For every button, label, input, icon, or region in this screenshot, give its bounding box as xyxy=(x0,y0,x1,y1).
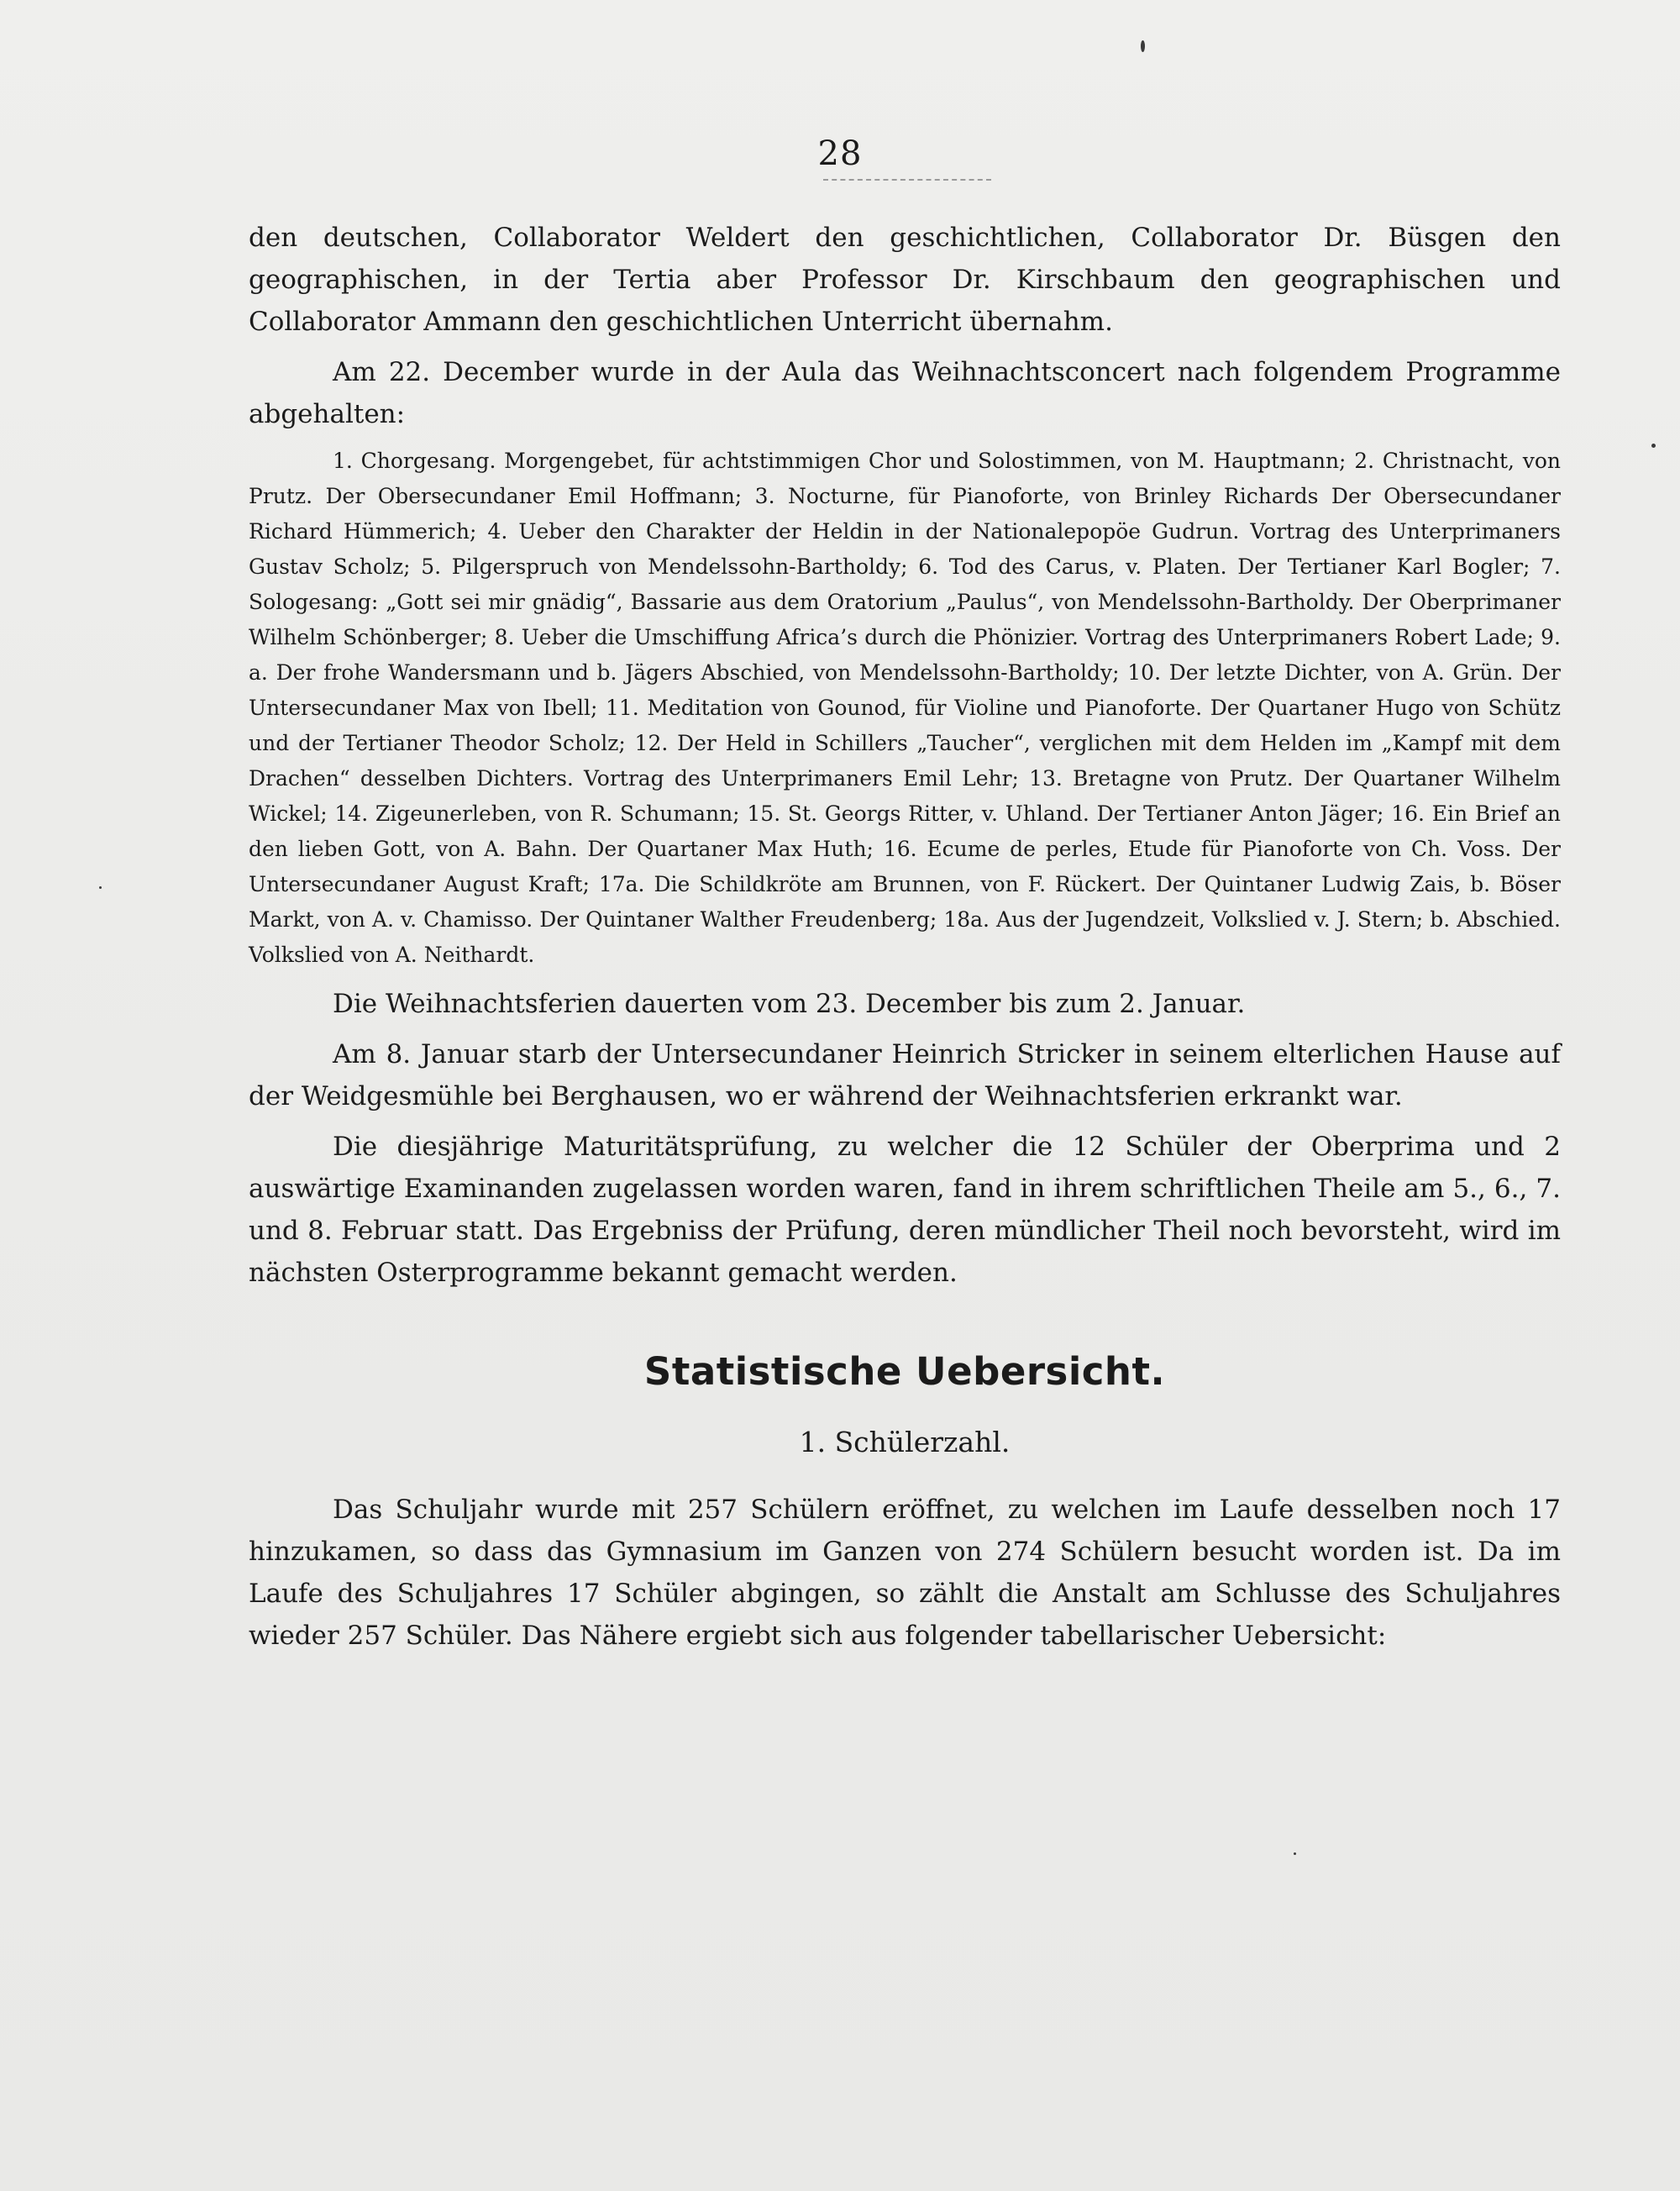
section-heading: Statistische Uebersicht. xyxy=(643,1349,1166,1394)
paragraph-concert-intro: Am 22. December wurde in der Aula das Weihnachtsconcert nach folgendem Programme abgehalten: xyxy=(249,357,1561,429)
paragraph-maturity-exam: Die diesjährige Maturitätsprüfung, zu welcher die 12 Schüler der Oberprima und 2 auswärtige Examinanden zugelassen worden waren, fand in ihrem schriftlichen Theile am 5., 6., 7. und 8. Februar statt. Das Ergebniss der Prüfung, deren mündlicher Theil noch bevorsteht, wird im nächsten Osterprogramme bekannt gemacht werden. xyxy=(249,1132,1561,1288)
scan-speck xyxy=(1141,40,1145,52)
scan-speck xyxy=(1294,1852,1296,1855)
paragraph-teachers: den deutschen, Collaborator Weldert den geschichtlichen, Collaborator Dr. Büsgen den geographischen, in der Tertia aber Professor Dr. Kirschbaum den geographischen und Collaborator Ammann den geschichtlichen Unterricht übernahm. xyxy=(249,223,1561,337)
concert-programme-list: 1. Chorgesang. Morgengebet, für achtstimmigen Chor und Solostimmen, von M. Hauptmann; 2. Christnacht, von Prutz. Der Obersecundaner Emil Hoffmann; 3. Nocturne, für Pianoforte, von Brinley Richards Der Obersecundaner Richard Hümmerich; 4. Ueber den Charakter der Heldin in der Nationalepopöe Gudrun. Vortrag des Unterprimaners Gustav Scholz; 5. Pilgerspruch von Mendelssohn-Bartholdy; 6. Tod des Carus, v. Platen. Der Tertianer Karl Bogler; 7. Sologesang: „Gott sei mir gnädig“, Bassarie aus dem Oratorium „Paulus“, von Mendelssohn-Bartholdy. Der Oberprimaner Wilhelm Schönberger; 8. Ueber die Umschiffung Africa’s durch die Phönizier. Vortrag des Unterprimaners Robert Lade; 9. a. Der frohe Wandersmann und b. Jägers Abschied, von Mendelssohn-Bartholdy; 10. Der letzte Dichter, von A. Grün. Der Untersecundaner Max von Ibell; 11. Meditation von Gounod, für Violine und Pianoforte. Der Quartaner Hugo von Schütz und der Tertianer Theodor Scholz; 12. Der Held in Schillers „Taucher“, verglichen mit dem Helden im „Kampf mit dem Drachen“ desselben Dichters. Vortrag des Unterprimaners Emil Lehr; 13. Bretagne von Prutz. Der Quartaner Wilhelm Wickel; 14. Zigeunerleben, von R. Schumann; 15. St. Georgs Ritter, v. Uhland. Der Tertianer Anton Jäger; 16. Ein Brief an den lieben Gott, von A. Bahn. Der Quartaner Max Huth; 16. Ecume de perles, Etude für Pianoforte von Ch. Voss. Der Untersecundaner August Kraft; 17a. Die Schildkröte am Brunnen, von F. Rückert. Der Quintaner Ludwig Zais, b. Böser Markt, von A. v. Chamisso. Der Quintaner Walther Freudenberg; 18a. Aus der Jugendzeit, Volkslied v. J. Stern; b. Abschied. Volkslied von A. Neithardt. xyxy=(249,449,1561,967)
text-body xyxy=(249,217,1561,1665)
scan-speck xyxy=(1651,444,1656,448)
page-number-rule xyxy=(823,179,991,181)
section-subheading: 1. Schülerzahl. xyxy=(799,1426,1011,1458)
page-number: 28 xyxy=(817,134,863,173)
paragraph-death-notice: Am 8. Januar starb der Untersecundaner Heinrich Stricker in seinem elterlichen Hause auf der Weidgesmühle bei Berghausen, wo er während der Weihnachtsferien erkrankt war. xyxy=(249,1039,1561,1111)
paragraph-student-count: Das Schuljahr wurde mit 257 Schülern eröffnet, zu welchen im Laufe desselben noch 17 hinzukamen, so dass das Gymnasium im Ganzen von 274 Schülern besucht worden ist. Da im Laufe des Schuljahres 17 Schüler abgingen, so zählt die Anstalt am Schlusse des Schuljahres wieder 257 Schüler. Das Nähere ergiebt sich aus folgender tabellarischer Uebersicht: xyxy=(249,1495,1561,1651)
scan-speck xyxy=(99,886,102,889)
paragraph-christmas-holidays: Die Weihnachtsferien dauerten vom 23. December bis zum 2. Januar. xyxy=(333,989,1246,1019)
